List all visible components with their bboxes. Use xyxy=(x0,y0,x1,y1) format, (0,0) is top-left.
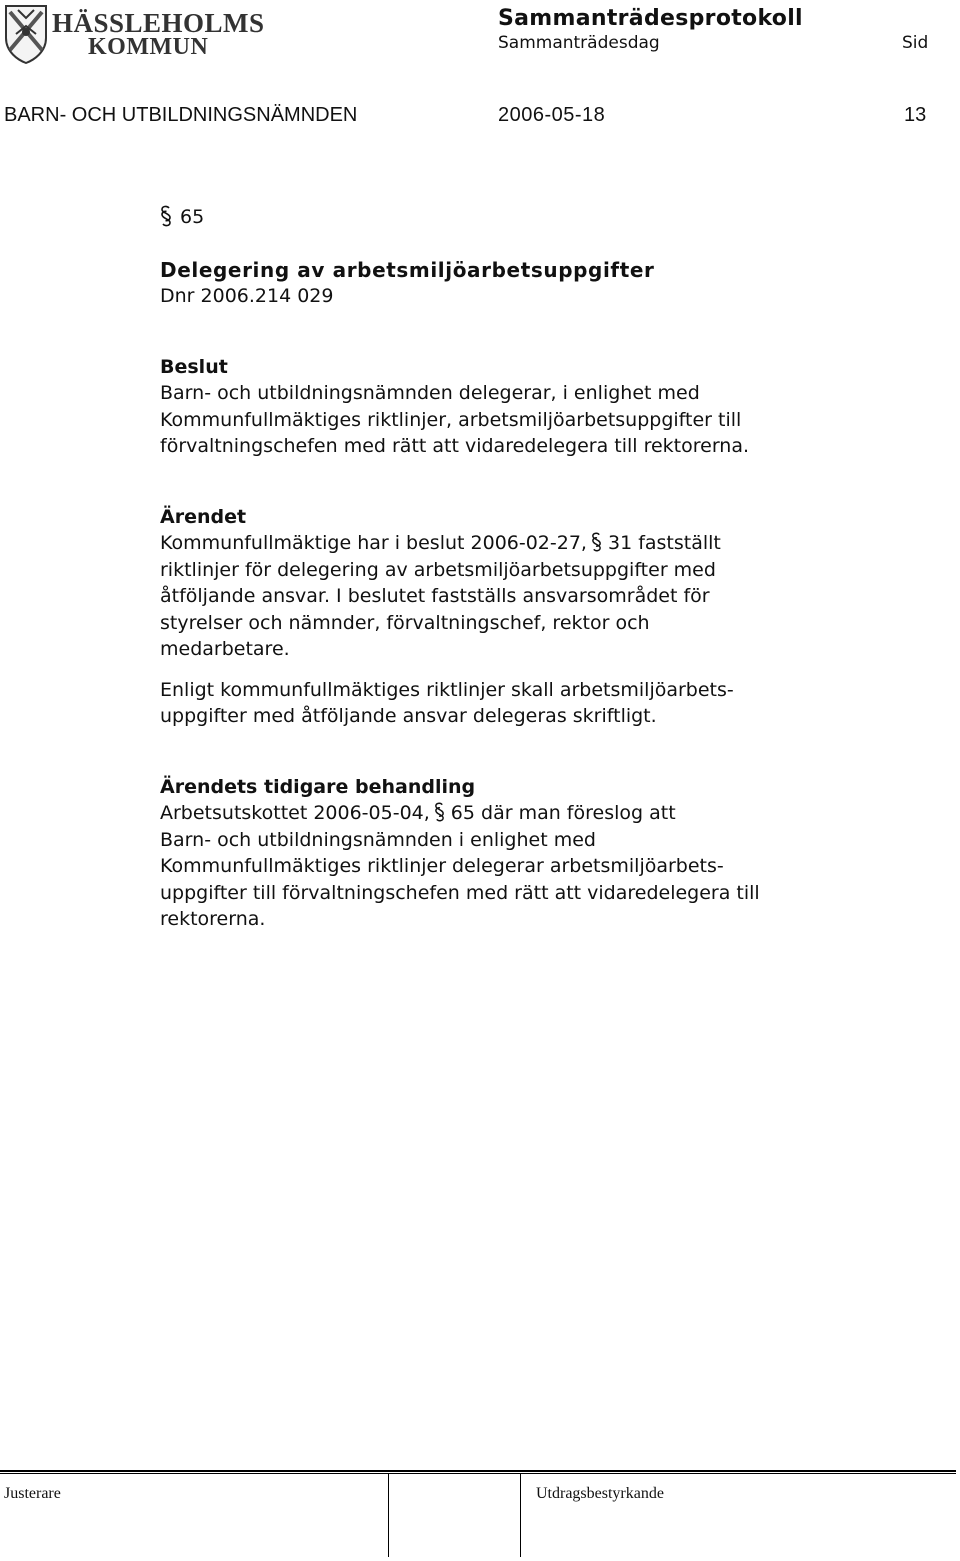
meeting-date: 2006-05-18 xyxy=(498,104,606,126)
arendet-text-2: Enligt kommunfullmäktiges riktlinjer skall arbetsmiljöarbets- uppgifter med åtföljande ansvar delegeras skriftligt. xyxy=(160,678,734,727)
footer-rule xyxy=(0,1470,956,1472)
section-sign-icon xyxy=(591,532,602,552)
paragraph-number-line xyxy=(160,204,920,231)
arendet-text-1-rest: 31 fastställt riktlinjer för delegering av arbetsmiljöarbetsuppgifter med åtföljande ansvar. I beslutet fastställs ansvarsområdet för styrelser och nämnder, förvaltningschef, rektor och medarbetare. xyxy=(160,532,721,660)
tidigare-heading: Ärendets tidigare behandling xyxy=(160,775,476,798)
meeting-day-label: Sammanträdesdag xyxy=(498,33,660,53)
section-sign-icon xyxy=(160,205,172,227)
coat-of-arms-icon xyxy=(4,4,48,64)
committee-name: BARN- OCH UTBILDNINGSNÄMNDEN xyxy=(4,104,358,126)
document-type: Sammanträdesprotokoll xyxy=(498,6,803,31)
arendet-heading: Ärendet xyxy=(160,505,247,528)
beslut-text: Barn- och utbildningsnämnden delegerar, i enlighet med Kommunfullmäktiges riktlinjer, arbetsmiljöarbetsuppgifter till förvaltningschefen med rätt att vidaredelegera till rektorerna. xyxy=(160,382,750,457)
paragraph-number: 65 xyxy=(180,206,205,228)
page-label: Sid xyxy=(902,33,929,53)
footer-divider xyxy=(520,1473,521,1557)
item-title: Delegering av arbetsmiljöarbetsuppgifter xyxy=(160,257,655,282)
tidigare-text-start: Arbetsutskottet 2006-05-04, xyxy=(160,802,430,824)
beslut-heading: Beslut xyxy=(160,355,228,378)
utdragsbestyrkande-label: Utdragsbestyrkande xyxy=(536,1485,664,1502)
page-number: 13 xyxy=(904,104,927,126)
justerare-label: Justerare xyxy=(4,1485,61,1502)
dnr: Dnr 2006.214 029 xyxy=(160,285,334,307)
org-name-line1: HÄSSLEHOLMS xyxy=(52,8,265,38)
arendet-text-1-start: Kommunfullmäktige har i beslut 2006-02-27, xyxy=(160,532,587,554)
protocol-body xyxy=(160,204,920,933)
org-name-line2: KOMMUN xyxy=(88,34,209,60)
tidigare-text-rest: 65 där man föreslog att Barn- och utbildningsnämnden i enlighet med Kommunfullmäktiges riktlinjer delegerar arbetsmiljöarbets- uppgifter till förvaltningschefen med rätt att vidaredelegera till rektorerna. xyxy=(160,802,760,930)
footer-rule-thin xyxy=(0,1473,956,1474)
tidigare-text xyxy=(160,800,920,933)
section-sign-icon xyxy=(434,802,445,822)
arendet-text-1 xyxy=(160,530,920,663)
footer-divider xyxy=(388,1473,389,1557)
